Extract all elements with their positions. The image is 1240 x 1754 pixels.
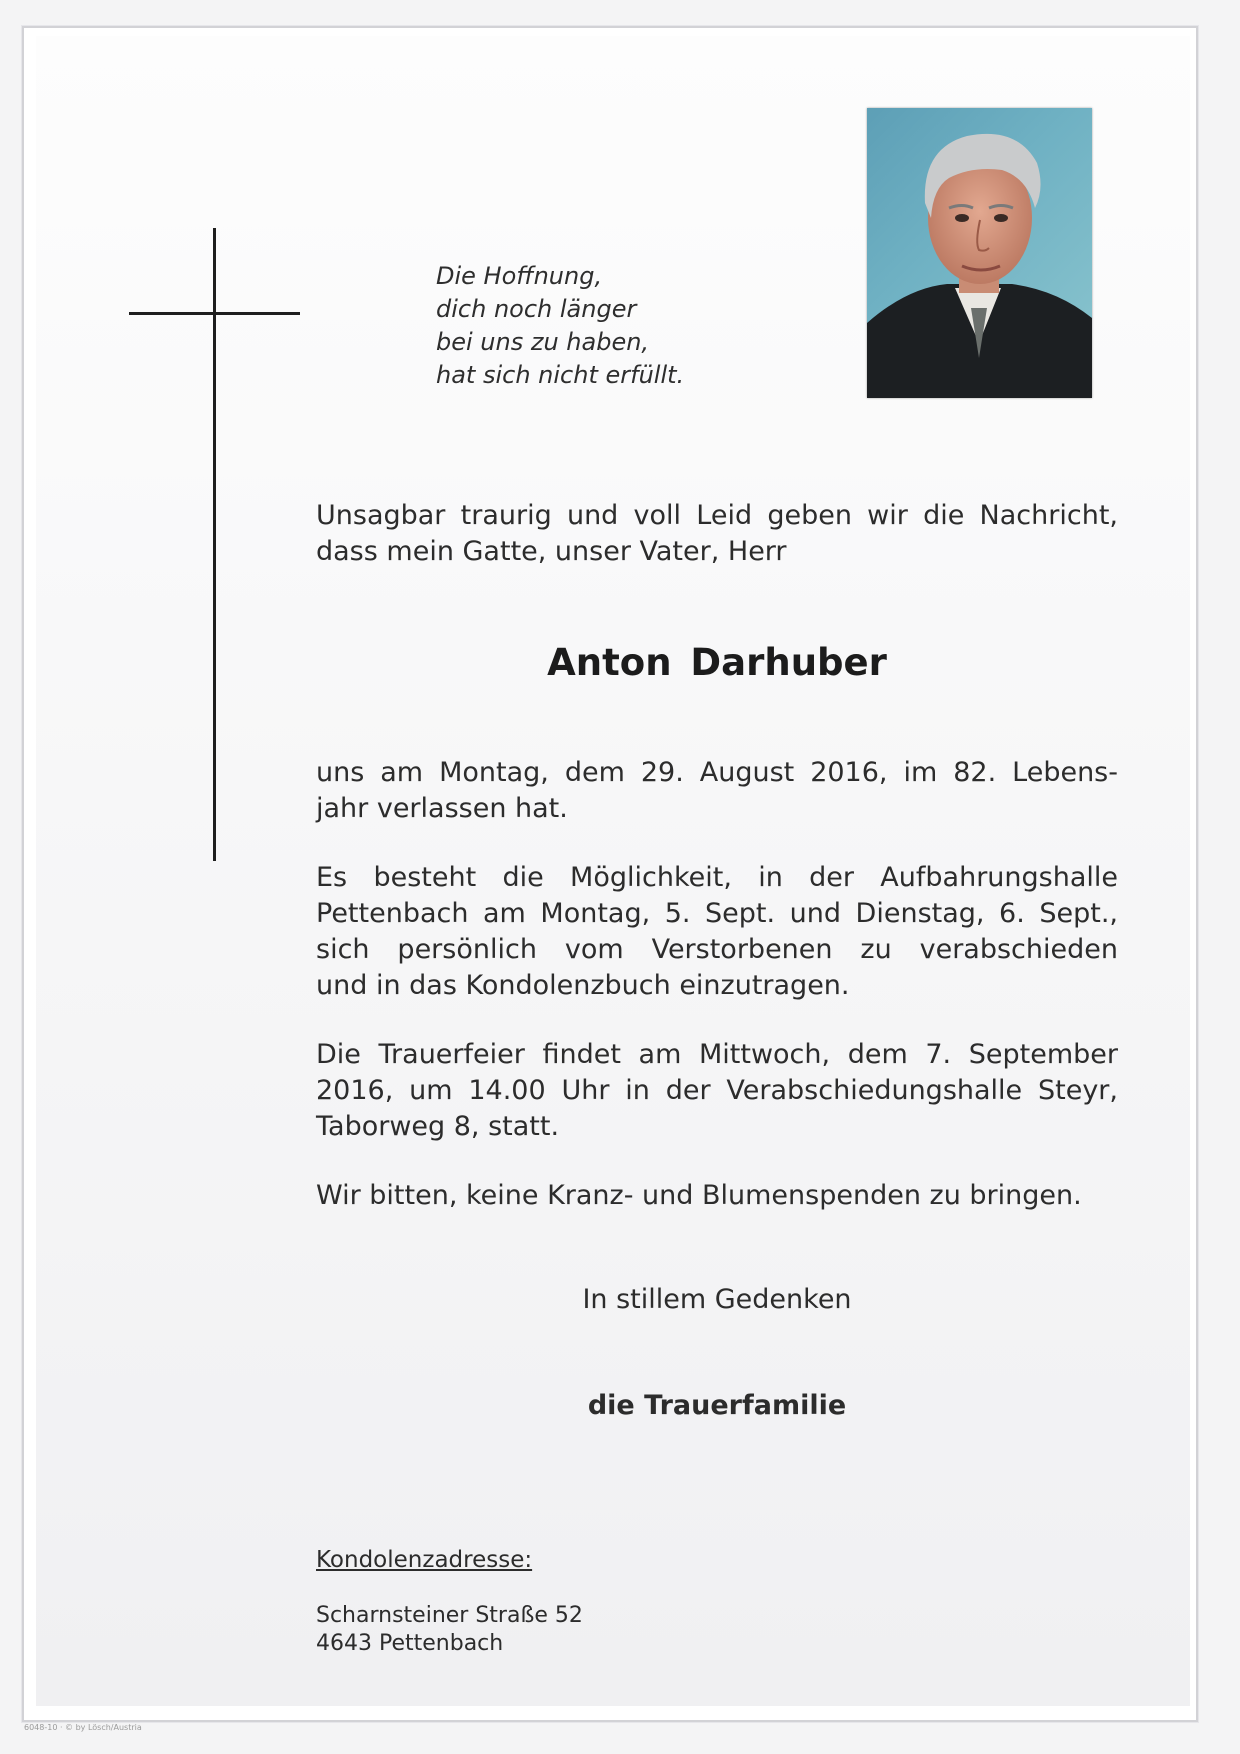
intro-line: Unsagbar traurig und voll Leid geben wir die Nachricht, xyxy=(316,500,1118,531)
death-line: uns am Montag, dem 29. August 2016, im 82. Lebens- xyxy=(316,757,1118,788)
request-paragraph xyxy=(316,1178,1118,1214)
intro-paragraph xyxy=(316,498,1118,534)
print-footer: 6048-10 · © by Lösch/Austria xyxy=(24,1723,142,1732)
ceremony-paragraph xyxy=(316,1037,1118,1145)
cross-icon-bar xyxy=(129,312,300,315)
ceremony-line: Taborweg 8, statt. xyxy=(316,1111,560,1142)
condolence-street: Scharnsteiner Straße 52 xyxy=(316,1603,583,1628)
condolence-block xyxy=(316,1542,1118,1658)
motto-line: hat sich nicht erfüllt. xyxy=(436,361,685,389)
intro-line: dass mein Gatte, unser Vater, Herr xyxy=(316,536,787,567)
viewing-line: sich persönlich vom Verstorbenen zu verabschieden xyxy=(316,934,1118,965)
request-line: Wir bitten, keine Kranz- und Blumenspenden zu bringen. xyxy=(316,1180,1082,1211)
condolence-label: Kondolenzadresse: xyxy=(316,1547,533,1573)
motto-verse xyxy=(436,260,684,392)
viewing-line: Es besteht die Möglichkeit, in der Aufbahrungshalle xyxy=(316,862,1118,893)
death-line: jahr verlassen hat. xyxy=(316,793,568,824)
viewing-paragraph xyxy=(316,860,1118,1004)
viewing-line: und in das Kondolenzbuch einzutragen. xyxy=(316,970,850,1001)
motto-line: dich noch länger xyxy=(436,295,637,323)
closing-line: In stillem Gedenken xyxy=(582,1284,852,1315)
ceremony-line: 2016, um 14.00 Uhr in der Verabschiedungshalle Steyr, xyxy=(316,1075,1118,1106)
motto-line: bei uns zu haben, xyxy=(436,328,650,356)
death-paragraph xyxy=(316,755,1118,827)
ceremony-line: Die Trauerfeier findet am Mittwoch, dem 7. September xyxy=(316,1039,1118,1070)
intro-paragraph-end xyxy=(316,534,1118,570)
signature-line: die Trauerfamilie xyxy=(587,1390,847,1421)
cross-icon xyxy=(213,228,216,861)
portrait-illustration xyxy=(867,108,1092,398)
condolence-city: 4643 Pettenbach xyxy=(316,1631,504,1656)
motto-line: Die Hoffnung, xyxy=(436,262,603,290)
viewing-line: Pettenbach am Montag, 5. Sept. und Dienstag, 6. Sept., xyxy=(316,898,1118,929)
portrait-photo xyxy=(867,108,1092,398)
deceased-name: Anton Darhuber xyxy=(547,641,887,684)
